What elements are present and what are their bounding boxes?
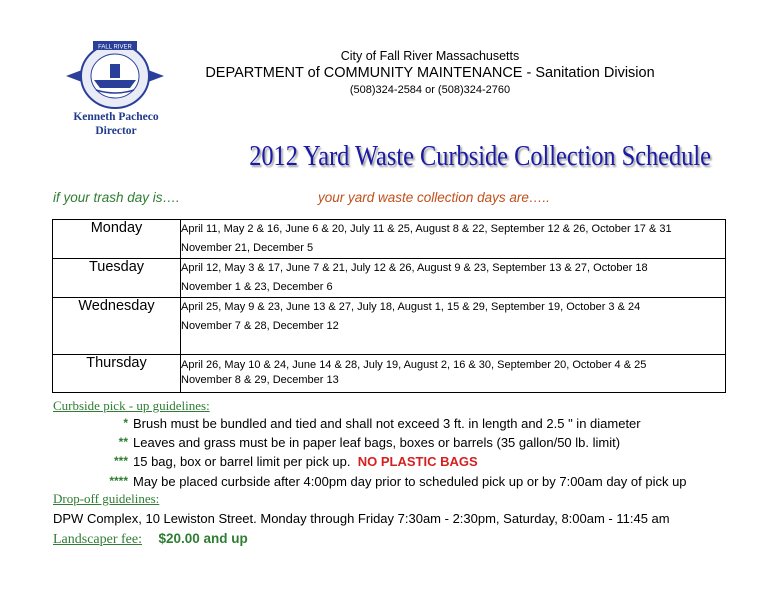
dates-line: April 25, May 9 & 23, June 13 & 27, July 18, August 1, 15 & 29, September 19, October 3 & 24 [181,301,641,313]
dates-line: November 21, December 5 [181,242,314,254]
dates-cell [181,298,726,355]
seal-banner-text: FALL RIVER [98,44,132,51]
curbside-guidelines-heading: Curbside pick - up guidelines: [53,398,210,413]
dates-cell [181,355,726,393]
director-title: Director [95,125,137,137]
dates-line: April 26, May 10 & 24, June 14 & 28, July 19, August 2, 16 & 30, September 20, October 4 & 25 [181,359,647,371]
no-plastic-bags-warning: NO PLASTIC BAGS [357,454,478,469]
city-name: City of Fall River Massachusetts [340,49,520,63]
table-row [53,220,726,259]
dropoff-details: DPW Complex, 10 Lewiston Street. Monday through Friday 7:30am - 2:30pm, Saturday, 8:00am - 11:45 am [53,511,670,526]
dates-line: April 11, May 2 & 16, June 6 & 20, July 11 & 25, August 8 & 22, September 12 & 26, October 17 & 31 [181,223,672,235]
dates-cell [181,220,726,259]
director-name: Kenneth Pacheco [73,111,159,123]
guideline-marker: ** [118,435,128,449]
schedule-table [52,219,726,393]
guideline-text: Brush must be bundled and tied and shall not exceed 3 ft. in length and 2.5 " in diameter [133,416,641,431]
dates-line: November 1 & 23, December 6 [181,281,333,293]
day-cell: Monday [53,220,181,259]
dates-line: November 7 & 28, December 12 [181,320,339,332]
guideline-marker: * [123,416,128,430]
lead-trash-day: if your trash day is…. [53,190,180,205]
guideline-text: 15 bag, box or barrel limit per pick up. [133,454,351,469]
guideline-text: Leaves and grass must be in paper leaf bags, boxes or barrels (35 gallon/50 lb. limit) [133,435,621,450]
page-title: 2012 Yard Waste Curbside Collection Schedule [249,140,711,172]
department-name: DEPARTMENT of COMMUNITY MAINTENANCE - Sanitation Division [205,65,655,81]
day-cell: Wednesday [53,298,181,355]
lead-collection-days: your yard waste collection days are….. [318,190,550,205]
guideline-marker: *** [113,454,128,468]
table-row [53,355,726,393]
dates-line: April 12, May 3 & 17, June 7 & 21, July 12 & 26, August 9 & 23, September 13 & 27, October 18 [181,262,648,274]
day-cell: Tuesday [53,259,181,298]
guideline-marker: **** [109,474,128,488]
table-row [53,298,726,355]
landscaper-fee-row [53,530,248,548]
director-block [56,110,176,138]
phone-numbers: (508)324-2584 or (508)324-2760 [349,84,511,96]
day-cell: Thursday [53,355,181,393]
guideline-text: May be placed curbside after 4:00pm day prior to scheduled pick up or by 7:00am day of pick up [133,474,687,489]
table-row [53,259,726,298]
landscaper-fee-label: Landscaper fee: [53,532,142,547]
dropoff-guidelines-heading: Drop-off guidelines: [53,491,160,506]
dates-line: November 8 & 29, December 13 [181,374,339,386]
city-seal-logo [60,38,170,110]
dates-cell [181,259,726,298]
guideline-text-with-warning [133,454,478,469]
landscaper-fee-amount: $20.00 and up [158,531,248,546]
